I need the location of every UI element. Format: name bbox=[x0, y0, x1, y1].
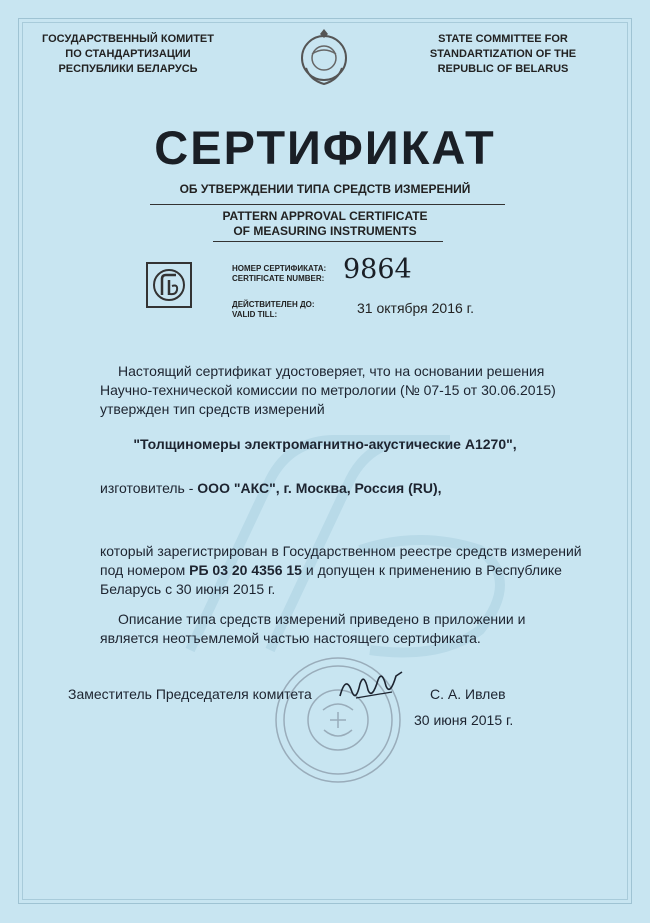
header-right-line-3: REPUBLIC OF BELARUS bbox=[437, 63, 569, 75]
description-line-2: является неотъемлемой частью настоящего сертификата. bbox=[100, 630, 481, 646]
standards-logo-icon bbox=[146, 262, 192, 308]
registry-prefix: под номером bbox=[100, 562, 190, 578]
subtitle-en bbox=[150, 209, 500, 239]
certificate-number-label-ru: НОМЕР СЕРТИФИКАТА: bbox=[232, 264, 327, 273]
divider bbox=[213, 241, 443, 242]
valid-till-label bbox=[232, 300, 315, 320]
manufacturer-line bbox=[100, 480, 442, 496]
valid-till-date: 31 октября 2016 г. bbox=[357, 300, 474, 316]
header-right-line-1: STATE COMMITTEE FOR bbox=[438, 33, 568, 45]
signer-name: С. А. Ивлев bbox=[430, 686, 506, 702]
description-line-1: Описание типа средств измерений приведено в приложении и bbox=[118, 611, 526, 627]
divider bbox=[150, 204, 505, 205]
certificate-number-label-en: CERTIFICATE NUMBER: bbox=[232, 274, 325, 283]
intro-line-1: Настоящий сертификат удостоверяет, что на основании решения bbox=[118, 363, 545, 379]
document-title: СЕРТИФИКАТ bbox=[154, 121, 496, 174]
valid-till-label-ru: ДЕЙСТВИТЕЛЕН ДО: bbox=[232, 300, 315, 309]
instrument-type: "Толщиномеры электромагнитно-акустические А1270", bbox=[133, 436, 517, 452]
registry-number: РБ 03 20 4356 15 bbox=[189, 562, 302, 578]
description-paragraph bbox=[100, 610, 590, 648]
certificate-number-label bbox=[232, 264, 326, 284]
registry-line-1: который зарегистрирован в Государственном реестре средств измерений bbox=[100, 543, 582, 559]
signing-date: 30 июня 2015 г. bbox=[414, 712, 514, 728]
registry-paragraph bbox=[100, 542, 590, 599]
subtitle-ru: ОБ УТВЕРЖДЕНИИ ТИПА СРЕДСТВ ИЗМЕРЕНИЙ bbox=[179, 182, 471, 196]
subtitle-en-line-2: OF MEASURING INSTRUMENTS bbox=[233, 224, 417, 238]
signer-position: Заместитель Председателя комитета bbox=[68, 686, 312, 702]
header-left bbox=[28, 32, 228, 77]
intro-line-2: Научно-технической комиссии по метрологии (№ 07-15 от 30.06.2015) bbox=[100, 382, 556, 398]
header-left-line-2: ПО СТАНДАРТИЗАЦИИ bbox=[65, 48, 191, 60]
manufacturer-name: ООО "АКС", г. Москва, Россия (RU), bbox=[197, 480, 442, 496]
manufacturer-prefix: изготовитель - bbox=[100, 480, 198, 496]
header-left-line-1: ГОСУДАРСТВЕННЫЙ КОМИТЕТ bbox=[42, 33, 214, 45]
intro-paragraph bbox=[100, 362, 580, 419]
header-left-line-3: РЕСПУБЛИКИ БЕЛАРУСЬ bbox=[58, 63, 198, 75]
header-right bbox=[408, 32, 598, 77]
subtitle-en-line-1: PATTERN APPROVAL CERTIFICATE bbox=[222, 209, 428, 223]
registry-line-3: Беларусь с 30 июня 2015 г. bbox=[100, 581, 276, 597]
belarus-emblem-icon bbox=[296, 28, 352, 88]
registry-suffix: и допущен к применению в Республике bbox=[301, 562, 562, 578]
valid-till-label-en: VALID TILL: bbox=[232, 310, 278, 319]
certificate-number: 9864 bbox=[343, 254, 412, 285]
intro-line-3: утвержден тип средств измерений bbox=[100, 401, 325, 417]
handwritten-signature bbox=[336, 666, 406, 706]
header-right-line-2: STANDARTIZATION OF THE bbox=[429, 48, 577, 60]
